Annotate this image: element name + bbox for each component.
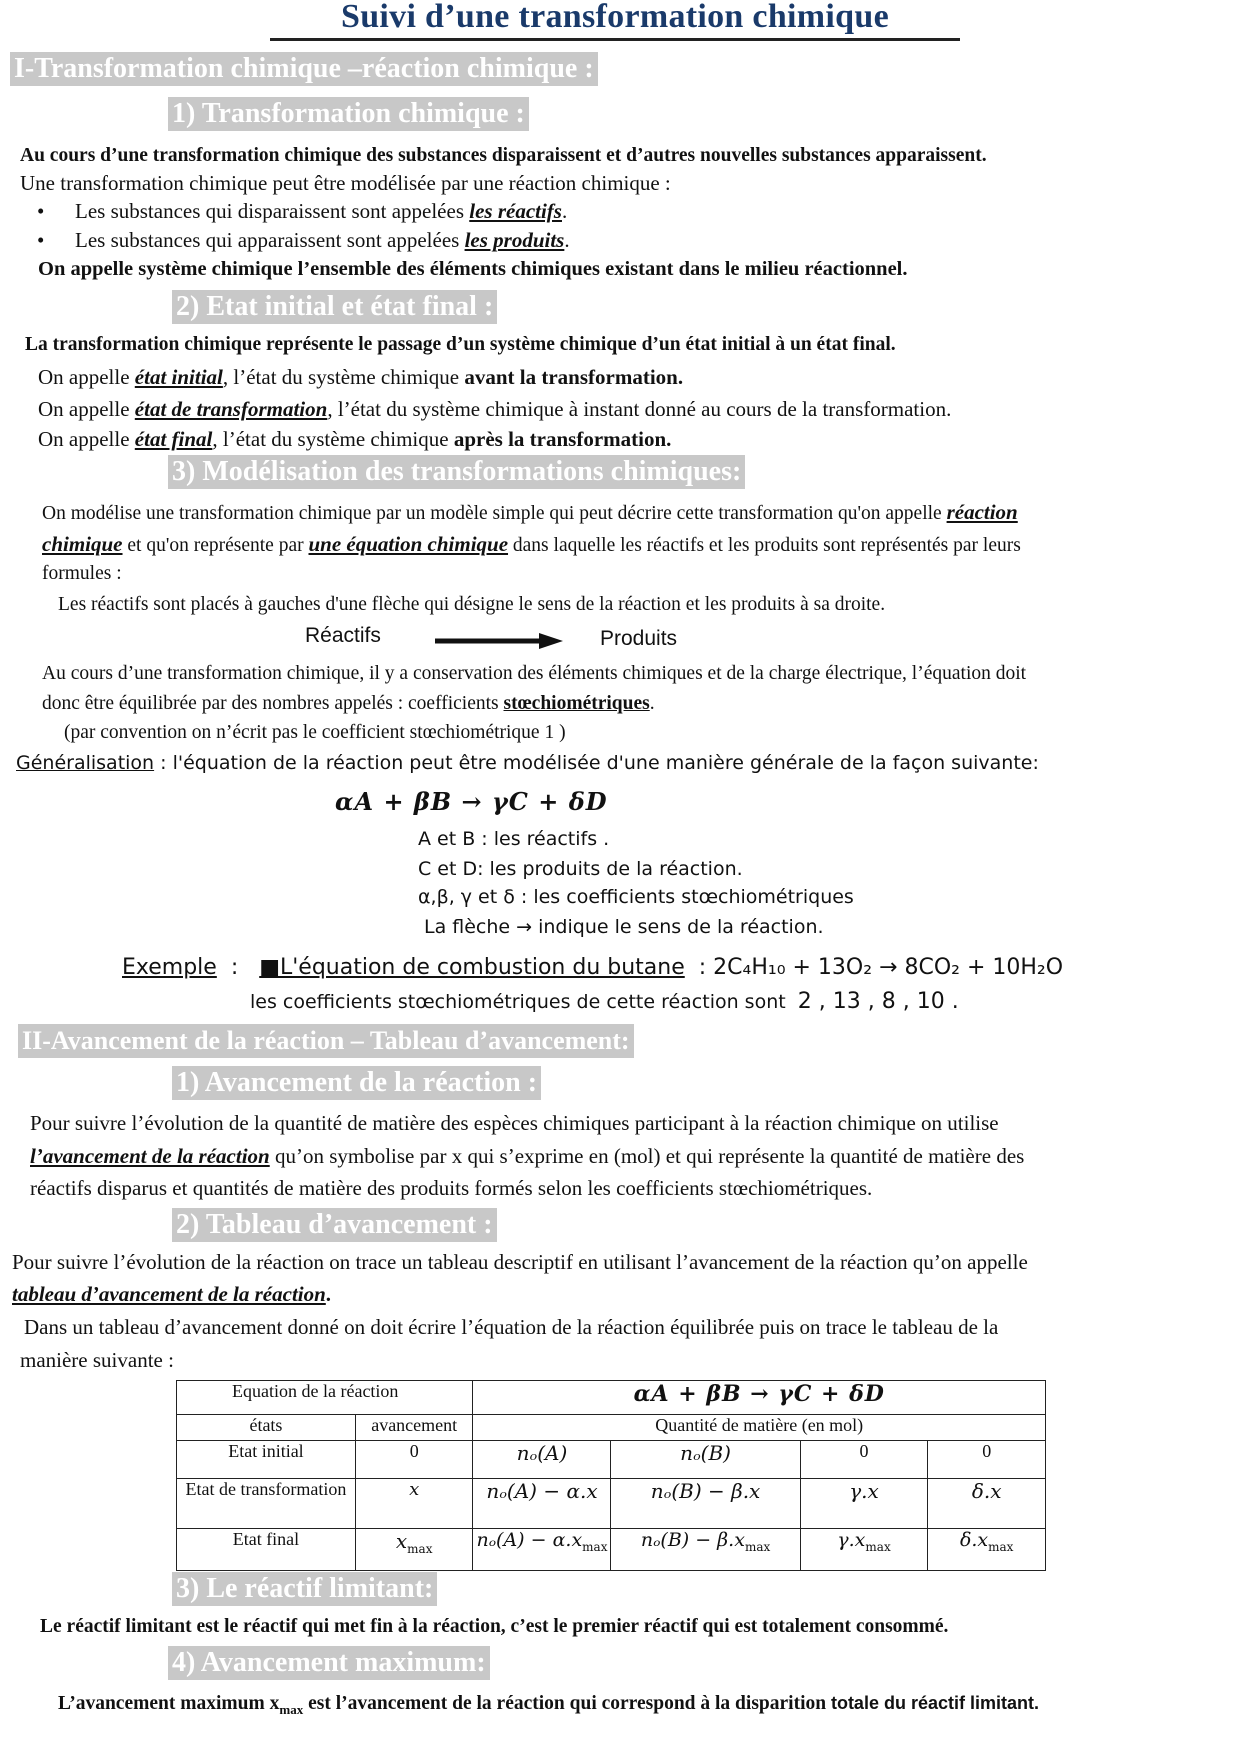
paragraph: donc être équilibrée par des nombres appelés : coefficients stœchiométriques. [42,693,655,714]
paragraph: Une transformation chimique peut être modélisée par une réaction chimique : [20,171,671,195]
table-row: Etat de transformation x nₒ(A) − α.x nₒ(B) − β.x γ.x δ.x [177,1479,1046,1529]
paragraph: Les réactifs sont placés à gauches d'une flèche qui désigne le sens de la réaction et les produits à sa droite. [58,594,886,615]
section-2-header: II-Avancement de la réaction – Tableau d’avancement: [18,1024,634,1058]
table-header-progress: avancement [355,1415,473,1441]
generalisation: Généralisation : l'équation de la réaction peut être modélisée d'une manière générale de la façon suivante: [16,752,1039,774]
subsection-2-1-header: 1) Avancement de la réaction : [172,1066,541,1100]
subsection-2-4-header: 4) Avancement maximum: [168,1646,490,1680]
paragraph: On appelle état final, l’état du système chimique après la transformation. [38,427,672,451]
definition: α,β, γ et δ : les coefficients stœchiométriques [418,886,854,908]
paragraph: Au cours d’une transformation chimique des substances disparaissent et d’autres nouvelles substances apparaissent. [20,145,987,166]
paragraph: (par convention on n’écrit pas le coefficient stœchiométrique 1 ) [64,722,566,743]
table-row: Etat initial 0 nₒ(A) nₒ(B) 0 0 [177,1441,1046,1479]
subsection-2-2-header: 2) Tableau d’avancement : [172,1208,497,1242]
definition: La flèche → indique le sens de la réaction. [424,916,824,938]
table-header-quantity: Quantité de matière (en mol) [473,1415,1046,1441]
subsection-1-3-header: 3) Modélisation des transformations chimiques: [168,455,745,489]
paragraph: On modélise une transformation chimique par un modèle simple qui peut décrire cette transformation qu'on appelle réaction [42,500,1018,524]
subsection-1-2-header: 2) Etat initial et état final : [172,290,497,324]
paragraph: l’avancement de la réaction qu’on symbolise par x qui s’exprime en (mol) et qui représente la quantité de matière des [30,1144,1025,1168]
table-row: Etat final $x_{max}$ $n_o(A) - \alpha.x_{max}$ $n_o(B) - \beta.x_{max}$ $\gamma.x_{max}$ $\delta.x_{max}$ [177,1529,1046,1571]
definition: C et D: les produits de la réaction. [418,858,743,880]
example: Exemple : ■L'équation de combustion du butane : 2C₄H₁₀ + 13O₂ → 8CO₂ + 10H₂O [122,955,1064,980]
reactants-label: Réactifs [305,624,381,647]
paragraph: Le réactif limitant est le réactif qui met fin à la réaction, c’est le premier réactif qui est totalement consommé. [40,1616,949,1637]
paragraph: manière suivante : [20,1348,174,1372]
products-label: Produits [600,627,678,650]
subsection-1-1-header: 1) Transformation chimique : [168,97,529,131]
general-equation: αA + βB → γC + δD [335,787,608,816]
subsection-2-3-header: 3) Le réactif limitant: [172,1572,437,1606]
paragraph: On appelle système chimique l’ensemble des éléments chimiques existant dans le milieu réactionnel. [38,258,908,280]
example-coefficients: les coefficients stœchiométriques de cette réaction sont 2 , 13 , 8 , 10 . [250,989,959,1014]
table-header-equation: Equation de la réaction [177,1381,473,1415]
paragraph: Au cours d’une transformation chimique, il y a conservation des éléments chimiques et de la charge électrique, l’équation doit [42,663,1027,684]
table-equation: αA + βB → γC + δD [473,1381,1046,1415]
paragraph: tableau d’avancement de la réaction. [12,1282,332,1306]
paragraph: Pour suivre l’évolution de la quantité de matière des espèces chimiques participant à la réaction chimique on utilise [30,1111,999,1135]
paragraph: On appelle état de transformation, l’état du système chimique à instant donné au cours de la transformation. [38,397,952,421]
paragraph: formules : [42,563,122,584]
definition: A et B : les réactifs . [418,828,610,850]
paragraph: L’avancement maximum $x_{max}$ est l’avancement de la réaction qui correspond à la disparition totale du réactif limitant. [58,1693,1039,1717]
page-title: Suivi d’une transformation chimique [270,0,960,41]
progress-table [176,1380,1046,1571]
paragraph: chimique et qu'on représente par une équation chimique dans laquelle les réactifs et les produits sont représentés par leurs [42,532,1021,556]
paragraph: Pour suivre l’évolution de la réaction on trace un tableau descriptif en utilisant l’avancement de la réaction qu’on appelle [12,1250,1028,1274]
paragraph: La transformation chimique représente le passage d’un système chimique d’un état initial à un état final. [25,334,896,355]
paragraph: On appelle état initial, l’état du système chimique avant la transformation. [38,365,684,389]
paragraph: Dans un tableau d’avancement donné on doit écrire l’équation de la réaction équilibrée puis on trace le tableau de la [24,1315,999,1339]
section-1-header: I-Transformation chimique –réaction chimique : [10,52,598,86]
list-item: • Les substances qui apparaissent sont appelées les produits. [75,227,570,253]
list-item: • Les substances qui disparaissent sont appelées les réactifs. [75,198,567,224]
table-header-states: états [177,1415,356,1441]
paragraph: réactifs disparus et quantités de matière des produits formés selon les coefficients stœchiométriques. [30,1176,873,1200]
reaction-arrow-icon [435,630,565,650]
